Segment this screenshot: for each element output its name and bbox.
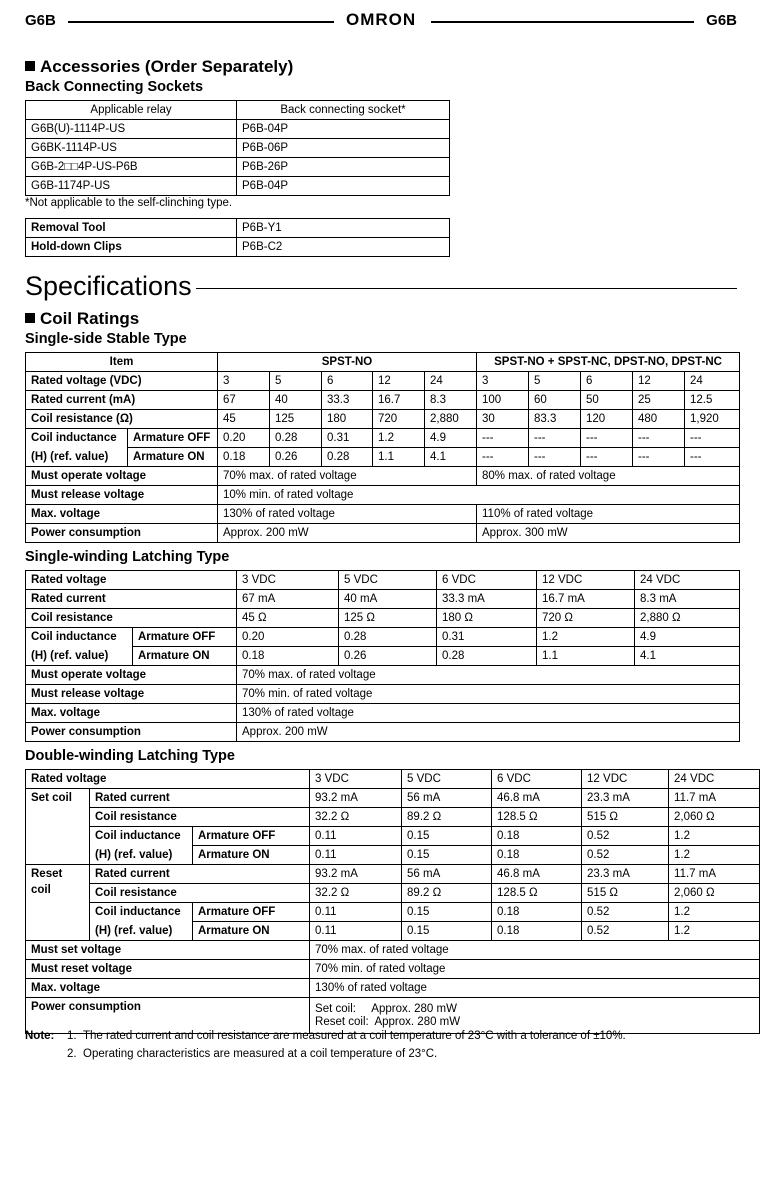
value-cell: 23.3 mA bbox=[582, 789, 669, 808]
value-cell: 0.18 bbox=[492, 827, 582, 846]
row-label: Coil resistance bbox=[26, 609, 237, 628]
row-label: Coil resistance (Ω) bbox=[26, 410, 218, 429]
header-cell: Applicable relay bbox=[26, 101, 237, 120]
relay-cell: G6B(U)-1114P-US bbox=[26, 120, 237, 139]
value-cell: 515 Ω bbox=[582, 884, 669, 903]
note-1-text: The rated current and coil resistance are measured at a coil temperature of 23°C with a tolerance of ±10%. bbox=[83, 1030, 626, 1042]
value-cell: 46.8 mA bbox=[492, 865, 582, 884]
value-cell: 0.11 bbox=[310, 903, 402, 922]
table-row bbox=[26, 808, 760, 827]
value-cell: --- bbox=[633, 448, 685, 467]
table-row bbox=[26, 628, 740, 647]
table-row bbox=[26, 486, 740, 505]
table-row bbox=[26, 391, 740, 410]
value-cell: --- bbox=[685, 429, 740, 448]
note-2-text: Operating characteristics are measured at a coil temperature of 23°C. bbox=[83, 1048, 438, 1060]
row-label: Must release voltage bbox=[26, 486, 218, 505]
value-cell: 30 bbox=[477, 410, 529, 429]
double-winding-table bbox=[25, 769, 760, 1034]
single-winding-heading: Single-winding Latching Type bbox=[25, 549, 230, 565]
value-cell: 2,060 Ω bbox=[669, 884, 760, 903]
row-label: Coil resistance bbox=[90, 808, 310, 827]
value-cell: 4.9 bbox=[635, 628, 740, 647]
value-cell: 4.9 bbox=[425, 429, 477, 448]
value-cell: 720 bbox=[373, 410, 425, 429]
value-cell: 515 Ω bbox=[582, 808, 669, 827]
tool-model: P6B-C2 bbox=[237, 238, 450, 257]
value-cell: 0.52 bbox=[582, 922, 669, 941]
header-rule-left bbox=[68, 21, 334, 23]
value-cell: 60 bbox=[529, 391, 581, 410]
value-cell: 0.52 bbox=[582, 827, 669, 846]
value-cell: 125 Ω bbox=[339, 609, 437, 628]
value-cell: Approx. 300 mW bbox=[477, 524, 740, 543]
value-cell: 40 bbox=[270, 391, 322, 410]
value-cell: 120 bbox=[581, 410, 633, 429]
row-label: Power consumption bbox=[26, 723, 237, 742]
table-row bbox=[26, 609, 740, 628]
table-row bbox=[26, 903, 760, 922]
value-cell: 180 Ω bbox=[437, 609, 537, 628]
power-consumption-cell bbox=[310, 998, 760, 1034]
table-row bbox=[26, 960, 760, 979]
value-cell: 23.3 mA bbox=[582, 865, 669, 884]
row-sublabel: Armature OFF bbox=[128, 429, 218, 448]
table-row bbox=[26, 448, 740, 467]
tool-name: Removal Tool bbox=[26, 219, 237, 238]
relay-cell: G6B-2□□4P-US-P6B bbox=[26, 158, 237, 177]
value-cell: 1.2 bbox=[537, 628, 635, 647]
header-cell: SPST-NO + SPST-NC, DPST-NO, DPST-NC bbox=[477, 353, 740, 372]
value-cell: 0.11 bbox=[310, 846, 402, 865]
value-cell: 70% min. of rated voltage bbox=[310, 960, 760, 979]
row-label: Must operate voltage bbox=[26, 467, 218, 486]
table-row bbox=[26, 590, 740, 609]
value-cell: 25 bbox=[633, 391, 685, 410]
coil-ratings-heading bbox=[25, 309, 139, 329]
row-sublabel: Armature ON bbox=[193, 922, 310, 941]
value-cell: --- bbox=[633, 429, 685, 448]
value-cell: 83.3 bbox=[529, 410, 581, 429]
value-cell: 5 VDC bbox=[402, 770, 492, 789]
value-cell: 3 VDC bbox=[310, 770, 402, 789]
row-label: Rated current (mA) bbox=[26, 391, 218, 410]
table-row bbox=[26, 158, 450, 177]
value-cell: 1.2 bbox=[669, 846, 760, 865]
row-label: Coil inductance bbox=[90, 827, 193, 846]
sockets-table bbox=[25, 100, 450, 196]
value-cell: 12 bbox=[373, 372, 425, 391]
value-cell: Approx. 200 mW bbox=[218, 524, 477, 543]
table-row bbox=[26, 941, 760, 960]
bullet-square-icon bbox=[25, 61, 35, 71]
value-cell: 16.7 bbox=[373, 391, 425, 410]
value-cell: 128.5 Ω bbox=[492, 884, 582, 903]
table-row bbox=[26, 865, 760, 884]
row-label: Max. voltage bbox=[26, 505, 218, 524]
value-cell: 0.18 bbox=[218, 448, 270, 467]
socket-cell: P6B-26P bbox=[237, 158, 450, 177]
row-label: Coil resistance bbox=[90, 884, 310, 903]
row-label: Max. voltage bbox=[26, 979, 310, 998]
value-cell: 45 Ω bbox=[237, 609, 339, 628]
tools-table bbox=[25, 218, 450, 257]
table-row bbox=[26, 998, 760, 1034]
value-cell: 12 bbox=[633, 372, 685, 391]
table-row bbox=[26, 238, 450, 257]
sockets-subheading: Back Connecting Sockets bbox=[25, 79, 204, 95]
value-cell: 2,880 Ω bbox=[635, 609, 740, 628]
value-cell: 720 Ω bbox=[537, 609, 635, 628]
table-row bbox=[26, 410, 740, 429]
table-row bbox=[26, 467, 740, 486]
single-side-table bbox=[25, 352, 740, 543]
table-row bbox=[26, 704, 740, 723]
value-cell: 89.2 Ω bbox=[402, 884, 492, 903]
value-cell: 24 VDC bbox=[635, 571, 740, 590]
value-cell: 125 bbox=[270, 410, 322, 429]
row-label: (H) (ref. value) bbox=[90, 846, 193, 865]
value-cell: 12 VDC bbox=[582, 770, 669, 789]
value-cell: 70% max. of rated voltage bbox=[310, 941, 760, 960]
accessories-title: Accessories (Order Separately) bbox=[40, 57, 294, 76]
table-row bbox=[26, 429, 740, 448]
row-sublabel: Armature ON bbox=[133, 647, 237, 666]
value-cell: 56 mA bbox=[402, 789, 492, 808]
value-cell: 180 bbox=[322, 410, 373, 429]
value-cell: 6 VDC bbox=[437, 571, 537, 590]
value-cell: 24 bbox=[425, 372, 477, 391]
value-cell: 56 mA bbox=[402, 865, 492, 884]
table-row bbox=[26, 685, 740, 704]
value-cell: 4.1 bbox=[425, 448, 477, 467]
set-coil-label: Set coil bbox=[26, 789, 90, 865]
row-label: Power consumption bbox=[26, 998, 310, 1034]
row-label: (H) (ref. value) bbox=[26, 448, 128, 467]
row-label: Coil inductance bbox=[90, 903, 193, 922]
table-row bbox=[26, 884, 760, 903]
socket-cell: P6B-04P bbox=[237, 120, 450, 139]
note-label: Note: bbox=[25, 1030, 55, 1042]
value-cell: 1,920 bbox=[685, 410, 740, 429]
value-cell: 1.2 bbox=[669, 922, 760, 941]
value-cell: --- bbox=[529, 448, 581, 467]
value-cell: 130% of rated voltage bbox=[310, 979, 760, 998]
table-row bbox=[26, 101, 450, 120]
header-model-left: G6B bbox=[25, 12, 56, 29]
value-cell: --- bbox=[581, 429, 633, 448]
specifications-rule bbox=[196, 288, 737, 289]
bullet-square-icon bbox=[25, 313, 35, 323]
value-cell: 67 bbox=[218, 391, 270, 410]
value-cell: 2,060 Ω bbox=[669, 808, 760, 827]
row-label: Max. voltage bbox=[26, 704, 237, 723]
value-cell: 0.26 bbox=[270, 448, 322, 467]
value-cell: 130% of rated voltage bbox=[218, 505, 477, 524]
value-cell: --- bbox=[581, 448, 633, 467]
value-cell: 8.3 mA bbox=[635, 590, 740, 609]
value-cell: 128.5 Ω bbox=[492, 808, 582, 827]
value-cell: 5 bbox=[529, 372, 581, 391]
value-cell: 89.2 Ω bbox=[402, 808, 492, 827]
value-cell: --- bbox=[477, 448, 529, 467]
value-cell: 12.5 bbox=[685, 391, 740, 410]
value-cell: 6 bbox=[581, 372, 633, 391]
value-cell: 0.18 bbox=[492, 903, 582, 922]
value-cell: 70% min. of rated voltage bbox=[237, 685, 740, 704]
value-cell: 24 VDC bbox=[669, 770, 760, 789]
single-side-heading: Single-side Stable Type bbox=[25, 331, 187, 347]
value-cell: 0.28 bbox=[339, 628, 437, 647]
row-label: Must release voltage bbox=[26, 685, 237, 704]
value-cell: 0.11 bbox=[310, 827, 402, 846]
table-row bbox=[26, 723, 740, 742]
value-cell: 100 bbox=[477, 391, 529, 410]
note-2-number: 2. bbox=[67, 1048, 77, 1060]
value-cell: 33.3 bbox=[322, 391, 373, 410]
value-cell: 40 mA bbox=[339, 590, 437, 609]
relay-cell: G6BK-1114P-US bbox=[26, 139, 237, 158]
single-winding-table bbox=[25, 570, 740, 742]
value-cell: 1.1 bbox=[373, 448, 425, 467]
row-sublabel: Armature OFF bbox=[193, 903, 310, 922]
socket-cell: P6B-04P bbox=[237, 177, 450, 196]
value-cell: 0.20 bbox=[237, 628, 339, 647]
row-label: Must reset voltage bbox=[26, 960, 310, 979]
table-row bbox=[26, 647, 740, 666]
value-cell: 32.2 Ω bbox=[310, 884, 402, 903]
row-label: Rated voltage bbox=[26, 571, 237, 590]
coil-ratings-title: Coil Ratings bbox=[40, 309, 140, 328]
row-label: Power consumption bbox=[26, 524, 218, 543]
tool-model: P6B-Y1 bbox=[237, 219, 450, 238]
row-label: Rated current bbox=[90, 789, 310, 808]
value-cell: 1.2 bbox=[373, 429, 425, 448]
value-cell: 3 bbox=[477, 372, 529, 391]
value-cell: --- bbox=[529, 429, 581, 448]
value-cell: 0.11 bbox=[310, 922, 402, 941]
value-cell: 0.31 bbox=[437, 628, 537, 647]
table-row bbox=[26, 120, 450, 139]
table-row bbox=[26, 139, 450, 158]
value-cell: 0.52 bbox=[582, 846, 669, 865]
value-cell: 6 VDC bbox=[492, 770, 582, 789]
value-cell: 1.2 bbox=[669, 827, 760, 846]
value-cell: 0.18 bbox=[492, 922, 582, 941]
row-label: Coil inductance bbox=[26, 628, 133, 647]
value-cell: 70% max. of rated voltage bbox=[237, 666, 740, 685]
value-cell: 0.28 bbox=[322, 448, 373, 467]
row-label: Rated current bbox=[26, 590, 237, 609]
value-cell: --- bbox=[685, 448, 740, 467]
value-cell: Approx. 200 mW bbox=[237, 723, 740, 742]
header-cell: Item bbox=[26, 353, 218, 372]
header-cell: SPST-NO bbox=[218, 353, 477, 372]
value-cell: 0.28 bbox=[270, 429, 322, 448]
power-set-text: Set coil: Approx. 280 mW bbox=[315, 1002, 457, 1015]
value-cell: 0.15 bbox=[402, 903, 492, 922]
table-row bbox=[26, 219, 450, 238]
value-cell: 0.18 bbox=[237, 647, 339, 666]
value-cell: 93.2 mA bbox=[310, 865, 402, 884]
value-cell: 93.2 mA bbox=[310, 789, 402, 808]
value-cell: 2,880 bbox=[425, 410, 477, 429]
row-label: Rated voltage bbox=[26, 770, 310, 789]
value-cell: 5 VDC bbox=[339, 571, 437, 590]
value-cell: 0.15 bbox=[402, 922, 492, 941]
value-cell: 0.31 bbox=[322, 429, 373, 448]
value-cell: 130% of rated voltage bbox=[237, 704, 740, 723]
socket-cell: P6B-06P bbox=[237, 139, 450, 158]
value-cell: 0.20 bbox=[218, 429, 270, 448]
value-cell: 46.8 mA bbox=[492, 789, 582, 808]
row-label: Must operate voltage bbox=[26, 666, 237, 685]
row-sublabel: Armature ON bbox=[193, 846, 310, 865]
value-cell: 0.28 bbox=[437, 647, 537, 666]
tool-name: Hold-down Clips bbox=[26, 238, 237, 257]
table-row bbox=[26, 666, 740, 685]
value-cell: 32.2 Ω bbox=[310, 808, 402, 827]
value-cell: 10% min. of rated voltage bbox=[218, 486, 740, 505]
sockets-footnote: *Not applicable to the self-clinching type. bbox=[25, 197, 233, 209]
value-cell: 3 VDC bbox=[237, 571, 339, 590]
row-label: Rated current bbox=[90, 865, 310, 884]
value-cell: --- bbox=[477, 429, 529, 448]
value-cell: 16.7 mA bbox=[537, 590, 635, 609]
value-cell: 11.7 mA bbox=[669, 865, 760, 884]
reset-coil-label: Reset coil bbox=[26, 865, 90, 941]
row-label: (H) (ref. value) bbox=[90, 922, 193, 941]
row-label: Rated voltage (VDC) bbox=[26, 372, 218, 391]
row-sublabel: Armature ON bbox=[128, 448, 218, 467]
table-row bbox=[26, 922, 760, 941]
value-cell: 3 bbox=[218, 372, 270, 391]
table-row bbox=[26, 177, 450, 196]
value-cell: 70% max. of rated voltage bbox=[218, 467, 477, 486]
omron-logo: OMRON bbox=[346, 10, 417, 29]
table-row bbox=[26, 770, 760, 789]
table-row bbox=[26, 571, 740, 590]
relay-cell: G6B-1174P-US bbox=[26, 177, 237, 196]
value-cell: 5 bbox=[270, 372, 322, 391]
row-sublabel: Armature OFF bbox=[133, 628, 237, 647]
accessories-heading bbox=[25, 57, 293, 77]
row-label: Must set voltage bbox=[26, 941, 310, 960]
double-winding-heading: Double-winding Latching Type bbox=[25, 748, 235, 764]
value-cell: 24 bbox=[685, 372, 740, 391]
power-reset-text: Reset coil: Approx. 280 mW bbox=[315, 1015, 461, 1028]
table-row bbox=[26, 524, 740, 543]
value-cell: 80% max. of rated voltage bbox=[477, 467, 740, 486]
value-cell: 4.1 bbox=[635, 647, 740, 666]
value-cell: 0.26 bbox=[339, 647, 437, 666]
note-1-number: 1. bbox=[67, 1030, 77, 1042]
row-label: (H) (ref. value) bbox=[26, 647, 133, 666]
specifications-title: Specifications bbox=[25, 271, 192, 301]
value-cell: 1.1 bbox=[537, 647, 635, 666]
table-row bbox=[26, 846, 760, 865]
table-row bbox=[26, 353, 740, 372]
value-cell: 0.15 bbox=[402, 846, 492, 865]
value-cell: 0.15 bbox=[402, 827, 492, 846]
row-label: Coil inductance bbox=[26, 429, 128, 448]
value-cell: 1.2 bbox=[669, 903, 760, 922]
value-cell: 11.7 mA bbox=[669, 789, 760, 808]
header-cell: Back connecting socket* bbox=[237, 101, 450, 120]
header-rule-right bbox=[431, 21, 694, 23]
value-cell: 0.18 bbox=[492, 846, 582, 865]
value-cell: 0.52 bbox=[582, 903, 669, 922]
value-cell: 33.3 mA bbox=[437, 590, 537, 609]
table-row bbox=[26, 372, 740, 391]
table-row bbox=[26, 827, 760, 846]
value-cell: 50 bbox=[581, 391, 633, 410]
row-sublabel: Armature OFF bbox=[193, 827, 310, 846]
value-cell: 8.3 bbox=[425, 391, 477, 410]
value-cell: 12 VDC bbox=[537, 571, 635, 590]
value-cell: 45 bbox=[218, 410, 270, 429]
value-cell: 67 mA bbox=[237, 590, 339, 609]
table-row bbox=[26, 789, 760, 808]
header-model-right: G6B bbox=[706, 12, 737, 29]
value-cell: 6 bbox=[322, 372, 373, 391]
value-cell: 110% of rated voltage bbox=[477, 505, 740, 524]
table-row bbox=[26, 979, 760, 998]
value-cell: 480 bbox=[633, 410, 685, 429]
table-row bbox=[26, 505, 740, 524]
